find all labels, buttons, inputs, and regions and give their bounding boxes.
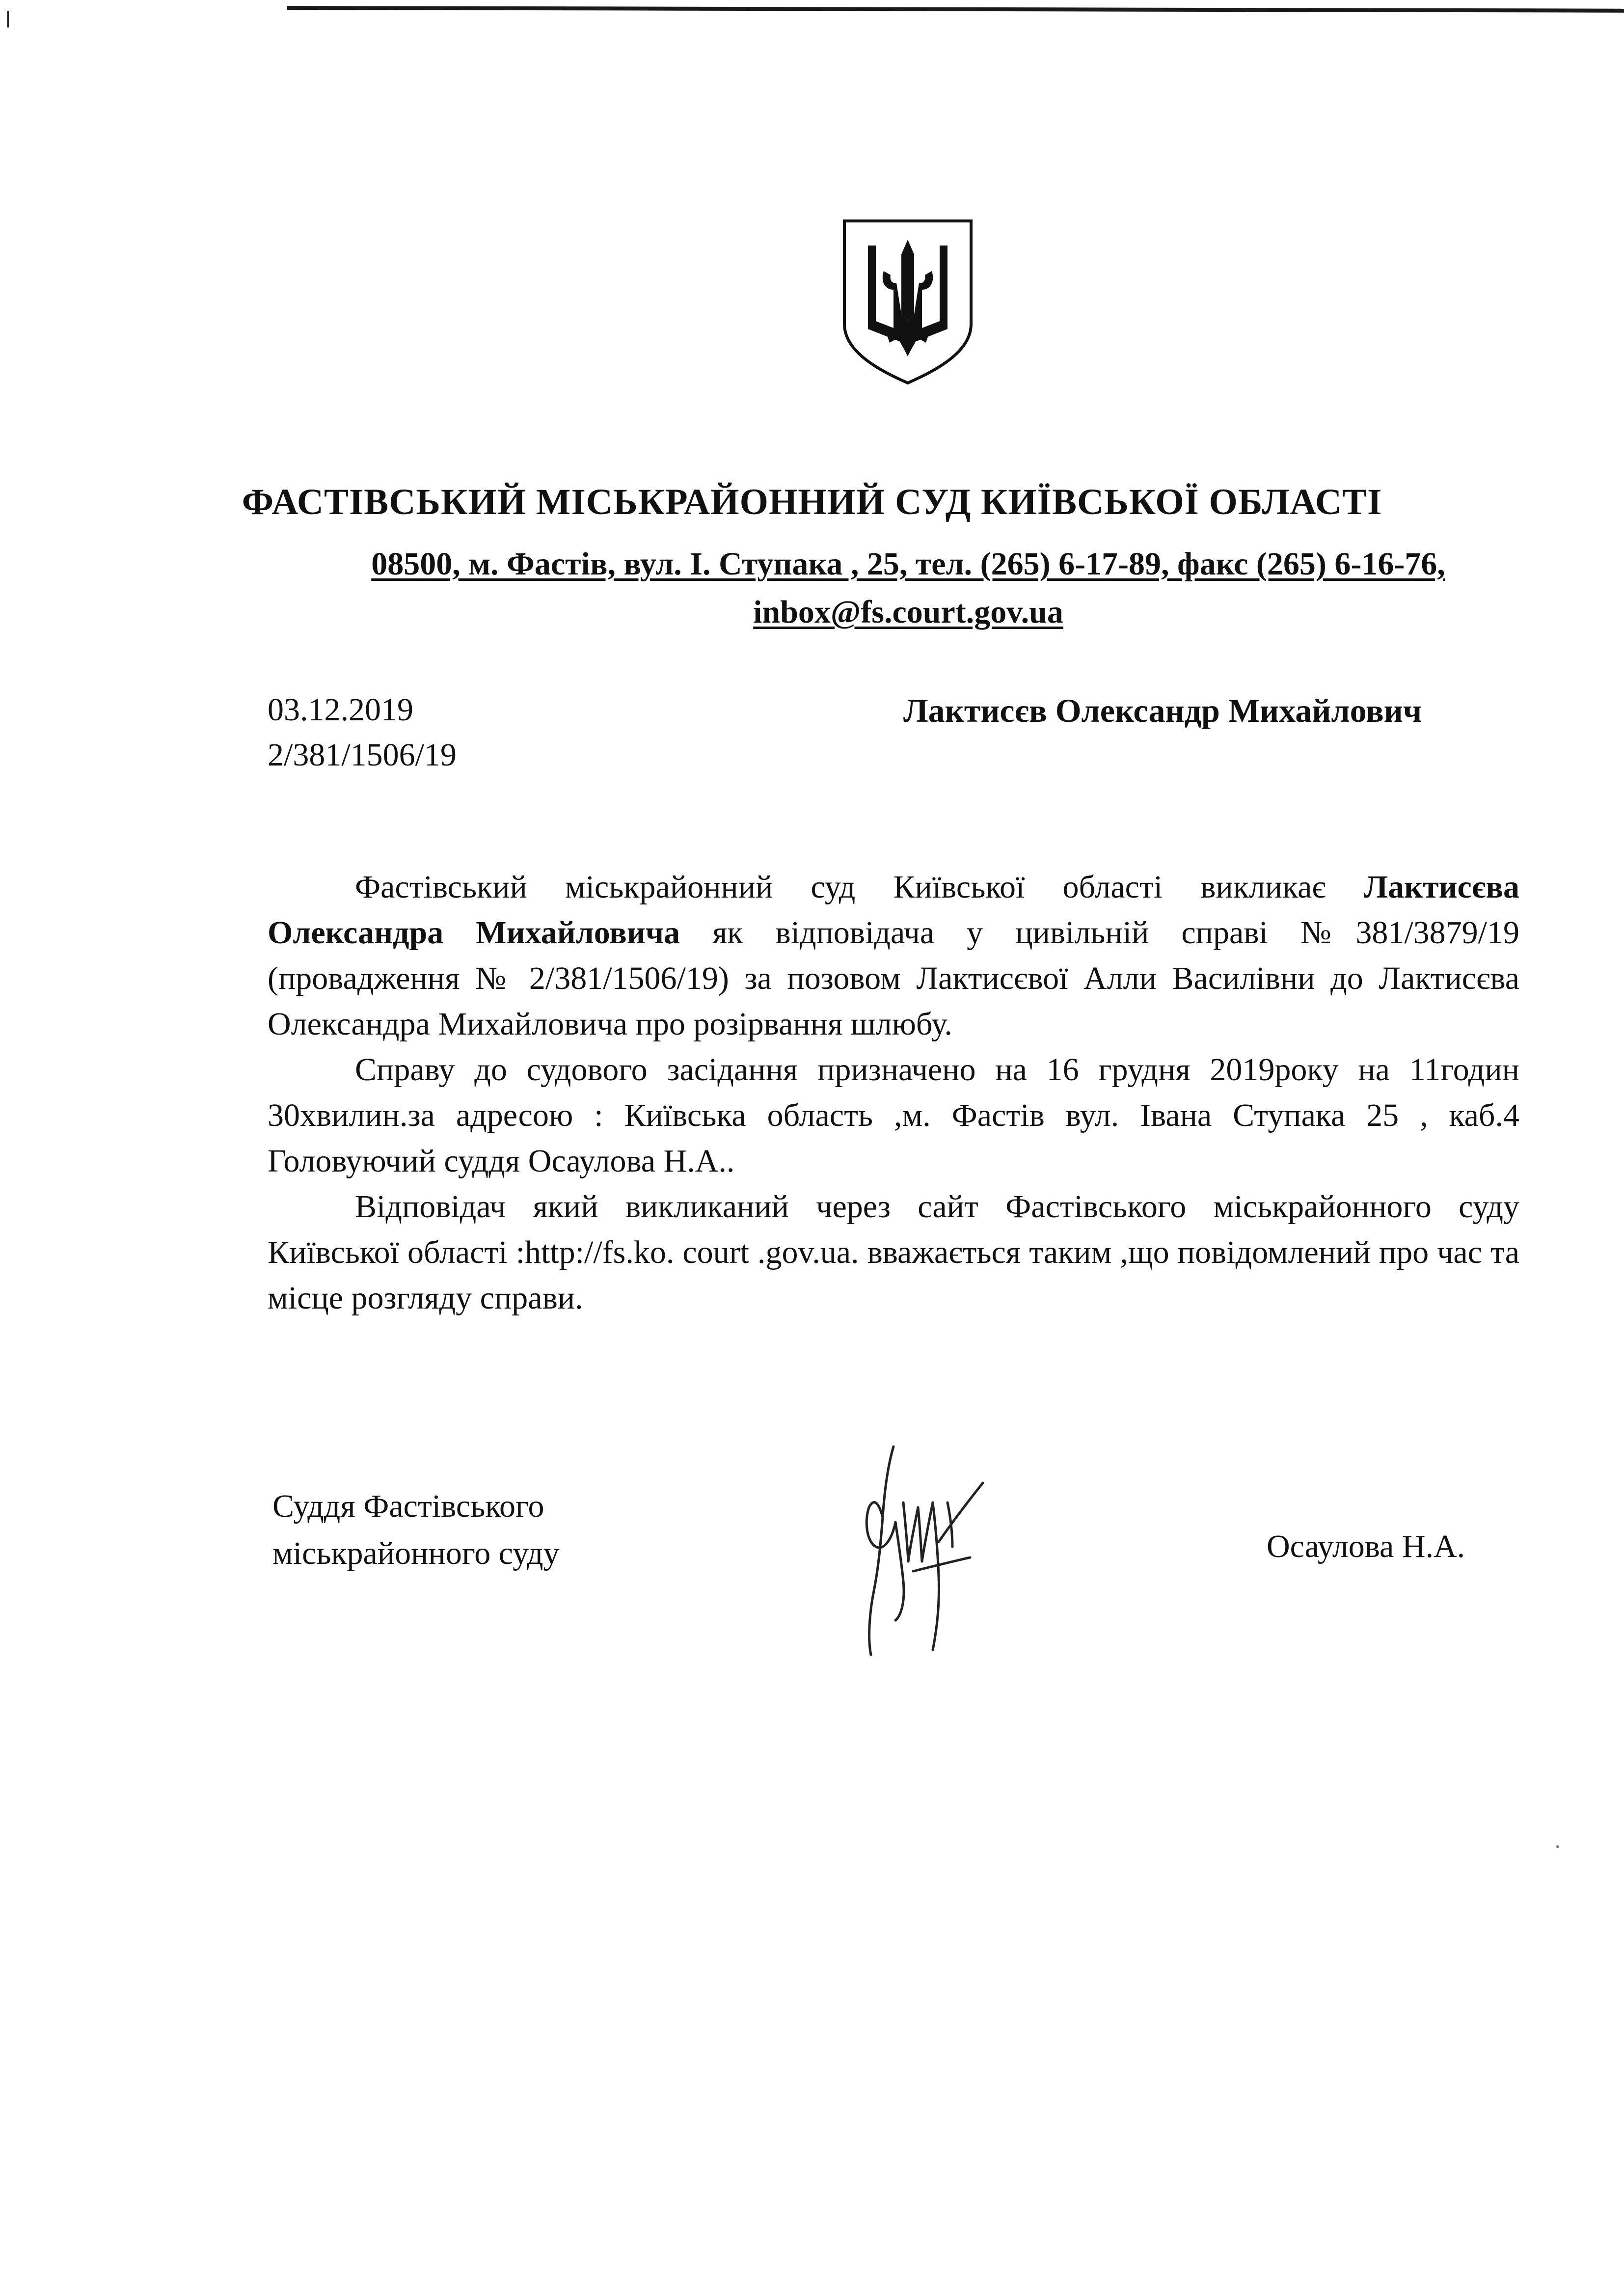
document-date: 03.12.2019 <box>268 692 413 728</box>
judge-title-line-2: міськрайонного суду <box>272 1535 560 1571</box>
paragraph-3: Відповідач який викликаний через сайт Фастівського міськрайонного суду Київської області :http://fs.ko. court .gov.ua. вважається таким ,що повідомлений про час та місце розгляду справи. <box>268 1189 1519 1316</box>
handwritten-signature <box>854 1444 1016 1660</box>
court-address: 08500, м. Фастів, вул. І. Ступака , 25, тел. (265) 6-17-89, факс (265) 6-16-76, inbox@fs.court.gov.ua <box>371 546 1445 630</box>
judge-title-line-1: Суддя Фастівського <box>272 1488 544 1524</box>
judge-name: Осаулова Н.А. <box>1267 1529 1465 1564</box>
court-name: ФАСТІВСЬКИЙ МІСЬКРАЙОННИЙ СУД КИЇВСЬКОЇ ОБЛАСТІ <box>242 482 1382 522</box>
scan-edge-mark <box>7 11 9 27</box>
scan-speck <box>1556 1845 1559 1848</box>
paragraph-1-rest: як відповідача у цивільній справі №381/3879/19 (провадження № 2/381/1506/19) за позовом Лактисєвої Алли Василівни до Лактисєва Олександра Михайловича про розірвання шлюбу. <box>268 915 1519 1042</box>
ukraine-trident-icon <box>839 216 977 387</box>
judge-title <box>272 1483 560 1577</box>
paragraph-2: Справу до судового засідання призначено на 16 грудня 2019року на 11годин 30хвилин.за адресою : Київська область ,м. Фастів вул. Івана Ступака 25 , каб.4 Головуючий суддя Осаулова Н.А.. <box>268 1052 1519 1179</box>
defendant-name: Лактисєва Олександра Михайловича <box>268 869 1519 951</box>
summons-body <box>268 864 1519 1321</box>
scan-border-line <box>287 6 1624 13</box>
recipient-name: Лактисєв Олександр Михайлович <box>903 692 1422 729</box>
registration-number: 2/381/1506/19 <box>268 737 457 773</box>
paragraph-1-intro: Фастівський міськрайонний суд Київської області викликає <box>355 869 1364 905</box>
paragraph-1 <box>268 864 1519 1047</box>
